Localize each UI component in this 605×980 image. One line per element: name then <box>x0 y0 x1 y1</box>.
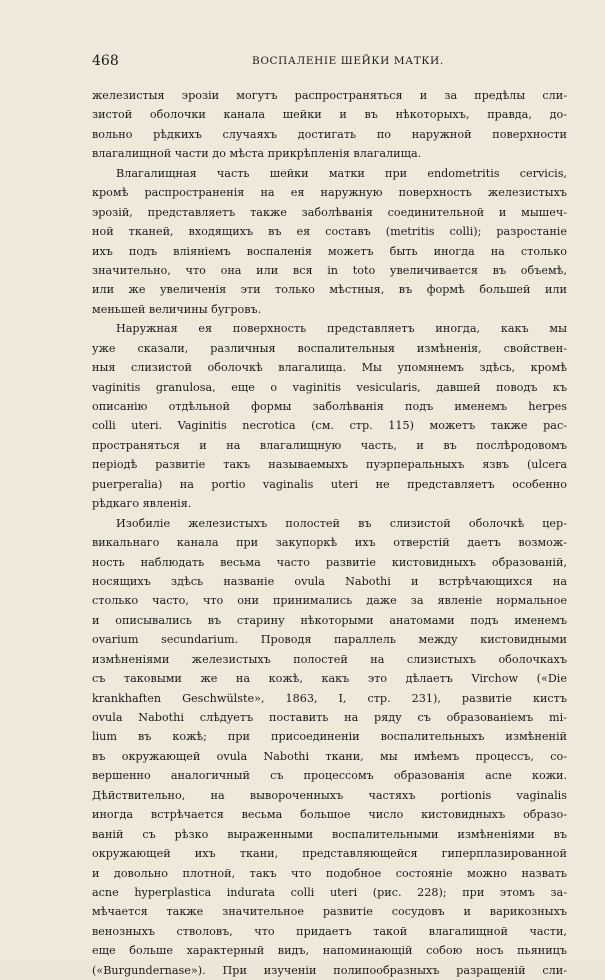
text-line: въ окружающей ovula Nabothi ткани, мы имѣемъ процессъ, со- <box>92 749 567 763</box>
text-line: кромѣ распространенія на ея наружную поверхность железистыхъ <box>92 186 567 200</box>
text-line: krankhaften Geschwülste», 1863, I, стр. 231), развитіе кистъ <box>92 691 567 705</box>
text-line: описанію отдѣльной формы заболѣванія подъ именемъ herpes <box>92 400 567 413</box>
page-header <box>92 53 567 73</box>
text-line: окружающей ихъ ткани, представляющейся гиперплазированной <box>92 847 567 861</box>
text-line: мѣчается также значительное развитіе сосудовъ и варикозныхъ <box>92 905 567 919</box>
text-line: lium въ кожѣ; при присоединеніи воспалительныхъ измѣненій <box>92 730 567 744</box>
text-line: ovula Nabothi слѣдуетъ поставить на ряду съ образованіемъ mi- <box>92 711 567 724</box>
text-line: puerperalia) на portio vaginalis uteri не представляетъ особенно <box>92 477 567 491</box>
text-line: вольно рѣдкихъ случаяхъ достигать по наружной поверхности <box>92 127 567 141</box>
text-line: уже сказали, различныя воспалительныя измѣненія, свойствен- <box>92 341 567 355</box>
text-line: ваній съ рѣзко выраженными воспалительными измѣненіями въ <box>92 827 567 841</box>
text-line: ной тканей, входящихъ въ ея составъ (metritis colli); разростаніе <box>92 225 567 239</box>
text-line: железистыя эрозіи могутъ распространяться и за предѣлы сли- <box>92 89 567 102</box>
text-line: носящихъ здѣсь названіе ovula Nabothi и встрѣчающихся на <box>92 574 567 588</box>
text-line: вершенно аналогичный съ процессомъ образованія acne кожи. <box>92 769 567 783</box>
text-line: столько часто, что они принимались даже за явленіе нормальное <box>92 594 567 608</box>
text-line: ность наблюдать весьма часто развитіе кистовидныхъ образованій, <box>92 555 567 569</box>
text-line: зистой оболочки канала шейки и въ нѣкоторыхъ, правда, до- <box>92 108 567 122</box>
text-line: Дѣйствительно, на вывороченныхъ частяхъ portionis vaginalis <box>92 788 567 802</box>
text-line: и описывались въ старину нѣкоторыми анатомами подъ именемъ <box>92 613 567 627</box>
text-line: эрозій, представляетъ также заболѣванія соединительной и мышеч- <box>92 205 567 219</box>
text-line: ныя слизистой оболочкѣ влагалища. Мы упомянемъ здѣсь, кромѣ <box>92 361 567 375</box>
paragraph-start-line: Наружная ея поверхность представляетъ иногда, какъ мы <box>116 322 567 336</box>
paragraph-start-line: Влагалищная часть шейки матки при endometritis cervicis, <box>116 166 567 180</box>
text-line: ovarium secundarium. Проводя параллель между кистовидными <box>92 633 567 647</box>
text-line: acne hyperplastica indurata colli uteri (рис. 228); при этомъ за- <box>92 885 567 899</box>
text-line: и довольно плотной, такъ что подобное состояніе можно назвать <box>92 866 567 880</box>
running-title: ВОСПАЛЕНІЕ ШЕЙКИ МАТКИ. <box>252 55 444 67</box>
text-line: періодѣ развитіе такъ называемыхъ пуэрперальныхъ язвъ (ulcera <box>92 458 567 472</box>
text-line: меньшей величины бугровъ. <box>92 302 262 316</box>
text-line: влагалищной части до мѣста прикрѣпленія влагалища. <box>92 147 422 161</box>
text-line: иногда встрѣчается весьма большое число кистовидныхъ образо- <box>92 808 567 822</box>
text-line: измѣненіями железистыхъ полостей на слизистыхъ оболочкахъ <box>92 652 567 666</box>
text-line: викальнаго канала при закупоркѣ ихъ отверстій даетъ возмож- <box>92 536 567 550</box>
text-line: значительно, что она или вся in toto увеличивается въ объемѣ, <box>92 263 567 277</box>
text-line: colli uteri. Vaginitis necrotica (см. стр. 115) можетъ также рас- <box>92 419 567 433</box>
text-line: пространяться и на влагалищную часть, и въ послѣродовомъ <box>92 438 567 452</box>
text-line: рѣдкаго явленія. <box>92 497 192 511</box>
page-number: 468 <box>92 53 119 69</box>
text-line: vaginitis granulosa, еще о vaginitis vesicularis, давшей поводъ къ <box>92 380 567 394</box>
text-line: еще больше характерный видъ, напоминающій собою носъ пьяницъ <box>92 944 567 958</box>
text-line: ихъ подъ вліяніемъ воспаленія можетъ быть иногда на столько <box>92 244 567 258</box>
text-line: съ таковыми же на кожѣ, какъ это дѣлаетъ Virchow («Die <box>92 672 567 686</box>
body-text <box>92 86 567 980</box>
text-line: или же увеличенія эти только мѣстныя, въ формѣ большей или <box>92 283 567 297</box>
paragraph-start-line: Изобиліе железистыхъ полостей въ слизистой оболочкѣ цер- <box>116 516 567 530</box>
text-line: («Burgundernase»). При изученіи полипообразныхъ разращеній сли- <box>92 963 567 977</box>
text-line: венозныхъ стволовъ, что придаетъ такой влагалищной части, <box>92 924 567 938</box>
